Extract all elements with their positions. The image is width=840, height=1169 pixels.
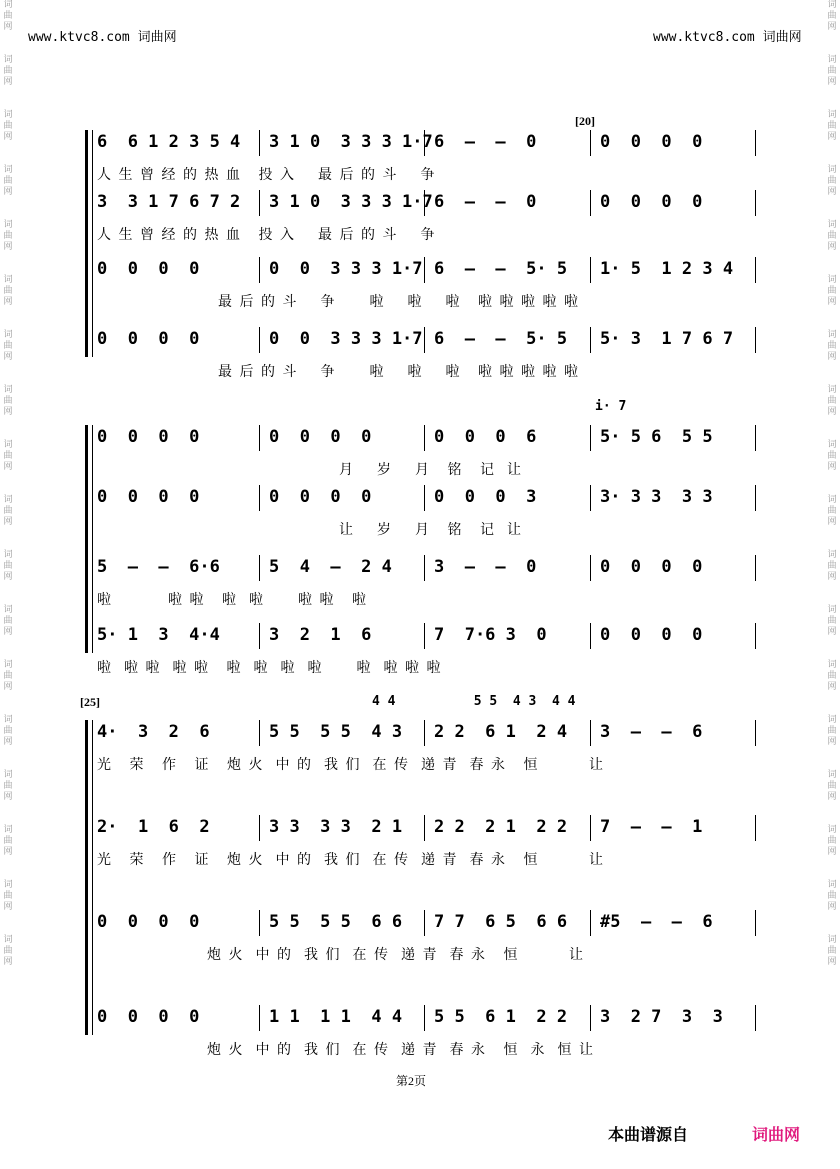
barline	[424, 1005, 425, 1031]
measure: 0 0 0 0	[600, 132, 703, 152]
measure: 0 0 0 0	[97, 427, 200, 447]
barline	[590, 720, 591, 746]
lyric-line: 啦 啦 啦 啦 啦 啦 啦 啦	[97, 593, 368, 608]
barline	[424, 555, 425, 581]
barline	[259, 485, 260, 511]
measure: 6 – – 5· 5	[434, 259, 568, 279]
barline	[259, 815, 260, 841]
staff-1	[85, 130, 755, 198]
staff-4	[85, 623, 755, 691]
brand-name: 词曲网	[752, 1125, 801, 1144]
barline	[755, 910, 756, 936]
measure: 0 0 3 3 3 1·7	[269, 329, 423, 349]
barline	[590, 130, 591, 156]
page-number: 第2页	[396, 1074, 427, 1088]
measure: 7 7·6 3 0	[434, 625, 547, 645]
measure: 0 0 0 0	[269, 487, 372, 507]
barline	[259, 910, 260, 936]
measure: 5 5 5 5 6 6	[269, 912, 403, 932]
measure: 5· 5 6 5 5	[600, 427, 713, 447]
barline	[590, 257, 591, 283]
measure: 2· 1 6 2	[97, 817, 210, 837]
staff-1	[85, 425, 755, 493]
measure: 3 – – 6	[600, 722, 703, 742]
barline	[259, 190, 260, 216]
barline	[755, 485, 756, 511]
measure: 3 1 0 3 3 3 1·7	[269, 192, 433, 212]
lyric-line: 月 岁 月 铭 记 让	[97, 463, 523, 478]
lyric-line: 炮 火 中 的 我 们 在 传 递 青 春 永 恒 让	[97, 948, 585, 963]
barline	[424, 910, 425, 936]
barline	[590, 555, 591, 581]
barline	[259, 130, 260, 156]
measure: 1 1 1 1 4 4	[269, 1007, 403, 1027]
measure: 0 0 0 0	[97, 912, 200, 932]
barline	[590, 425, 591, 451]
barline	[755, 720, 756, 746]
measure: 5 5 5 5 4 3	[269, 722, 403, 742]
lyric-line: 最 后 的 斗 争 啦 啦 啦 啦 啦 啦 啦 啦	[97, 295, 580, 310]
barline	[755, 623, 756, 649]
staff-3	[85, 910, 755, 978]
barline	[424, 257, 425, 283]
barline	[755, 130, 756, 156]
measure: 0 0 0 0	[269, 427, 372, 447]
measure: 0 0 0 6	[434, 427, 537, 447]
lyric-line: 人 生 曾 经 的 热 血 投 入 最 后 的 斗 争	[97, 228, 437, 243]
barline	[259, 623, 260, 649]
measure: 2 2 2 1 2 2	[434, 817, 568, 837]
barline	[590, 1005, 591, 1031]
barline	[424, 623, 425, 649]
upper-notes: i· 7	[595, 399, 627, 414]
barline	[259, 327, 260, 353]
measure: 3 2 7 3 3	[600, 1007, 723, 1027]
measure: 0 0 0 0	[600, 557, 703, 577]
measure: 5· 1 3 4·4	[97, 625, 220, 645]
staff-4	[85, 1005, 755, 1073]
barline	[259, 555, 260, 581]
lyric-line: 光 荣 作 证 炮 火 中 的 我 们 在 传 递 青 春 永 恒 让	[97, 853, 605, 868]
watermark-strip-right: 词 曲 网 词 曲 网 词 曲 网 词 曲 网 词 曲 网 词 曲 网 词 曲 网 词 曲 网 词 曲 网 词 曲 网 词 曲 网 词 曲 网 词 曲 网 词 曲 网 词 曲 网 词 曲 网 词 曲 网 词 曲 网	[827, 0, 837, 967]
barline	[590, 815, 591, 841]
barline	[755, 815, 756, 841]
barline	[259, 257, 260, 283]
measure: 3 3 1 7 6 7 2	[97, 192, 241, 212]
measure: 3 – – 0	[434, 557, 537, 577]
measure: 7 7 6 5 6 6	[434, 912, 568, 932]
staff-2	[85, 815, 755, 883]
barline	[590, 327, 591, 353]
lyric-line: 让 岁 月 铭 记 让	[97, 523, 523, 538]
staff-3	[85, 555, 755, 623]
measure: 6 6 1 2 3 5 4	[97, 132, 241, 152]
measure: 6 – – 0	[434, 132, 537, 152]
measure-marker-25: [25]	[80, 695, 100, 709]
lyric-line: 人 生 曾 经 的 热 血 投 入 最 后 的 斗 争	[97, 168, 437, 183]
measure: 0 0 0 0	[97, 259, 200, 279]
measure: 5 5 6 1 2 2	[434, 1007, 568, 1027]
measure: 0 0 3 3 3 1·7	[269, 259, 423, 279]
barline	[590, 910, 591, 936]
measure: #5 – – 6	[600, 912, 713, 932]
staff-2	[85, 485, 755, 553]
measure: 0 0 0 3	[434, 487, 537, 507]
barline	[590, 485, 591, 511]
lyric-line: 光 荣 作 证 炮 火 中 的 我 们 在 传 递 青 春 永 恒 让	[97, 758, 605, 773]
barline	[755, 425, 756, 451]
barline	[590, 190, 591, 216]
measure: 5 4 – 2 4	[269, 557, 392, 577]
measure: 2 2 6 1 2 4	[434, 722, 568, 742]
measure: 5· 3 1 7 6 7	[600, 329, 734, 349]
measure: 7 – – 1	[600, 817, 703, 837]
site-url-left: www.ktvc8.com 词曲网	[28, 30, 177, 45]
barline	[590, 623, 591, 649]
lyric-line: 炮 火 中 的 我 们 在 传 递 青 春 永 恒 永 恒 让	[97, 1043, 595, 1058]
barline	[755, 1005, 756, 1031]
barline	[755, 555, 756, 581]
barline	[259, 425, 260, 451]
lyric-line: 啦 啦 啦 啦 啦 啦 啦 啦 啦 啦 啦 啦 啦	[97, 661, 443, 676]
measure: 0 0 0 0	[97, 487, 200, 507]
measure: 0 0 0 0	[97, 1007, 200, 1027]
measure: 6 – – 0	[434, 192, 537, 212]
barline	[755, 190, 756, 216]
barline	[755, 327, 756, 353]
measure: 4· 3 2 6	[97, 722, 210, 742]
site-url-right: www.ktvc8.com 词曲网	[653, 30, 802, 45]
barline	[424, 425, 425, 451]
lyric-line: 最 后 的 斗 争 啦 啦 啦 啦 啦 啦 啦 啦	[97, 365, 580, 380]
barline	[424, 485, 425, 511]
barline	[259, 1005, 260, 1031]
staff-2	[85, 190, 755, 258]
measure: 3 3 3 3 2 1	[269, 817, 403, 837]
barline	[755, 257, 756, 283]
measure: 3· 3 3 3 3	[600, 487, 713, 507]
barline	[424, 327, 425, 353]
upper-notes: 4 4 5 5 4 3 4 4	[372, 694, 576, 709]
measure: 3 1 0 3 3 3 1·7	[269, 132, 433, 152]
barline	[424, 720, 425, 746]
staff-4	[85, 327, 755, 395]
barline	[424, 815, 425, 841]
measure: 0 0 0 0	[600, 192, 703, 212]
measure: 1· 5 1 2 3 4	[600, 259, 734, 279]
barline	[259, 720, 260, 746]
measure: 5 – – 6·6	[97, 557, 220, 577]
measure: 0 0 0 0	[97, 329, 200, 349]
score-system-1	[85, 130, 755, 380]
score-system-2	[85, 399, 755, 676]
measure-marker-20: [20]	[575, 114, 595, 128]
measure: 0 0 0 0	[600, 625, 703, 645]
staff-1	[85, 720, 755, 788]
measure: 6 – – 5· 5	[434, 329, 568, 349]
staff-3	[85, 257, 755, 325]
watermark-strip-left: 词 曲 网 词 曲 网 词 曲 网 词 曲 网 词 曲 网 词 曲 网 词 曲 网 词 曲 网 词 曲 网 词 曲 网 词 曲 网 词 曲 网 词 曲 网 词 曲 网 词 曲 网 词 曲 网 词 曲 网 词 曲 网	[3, 0, 13, 967]
source-label: 本曲谱源自	[608, 1125, 689, 1144]
measure: 3 2 1 6	[269, 625, 372, 645]
